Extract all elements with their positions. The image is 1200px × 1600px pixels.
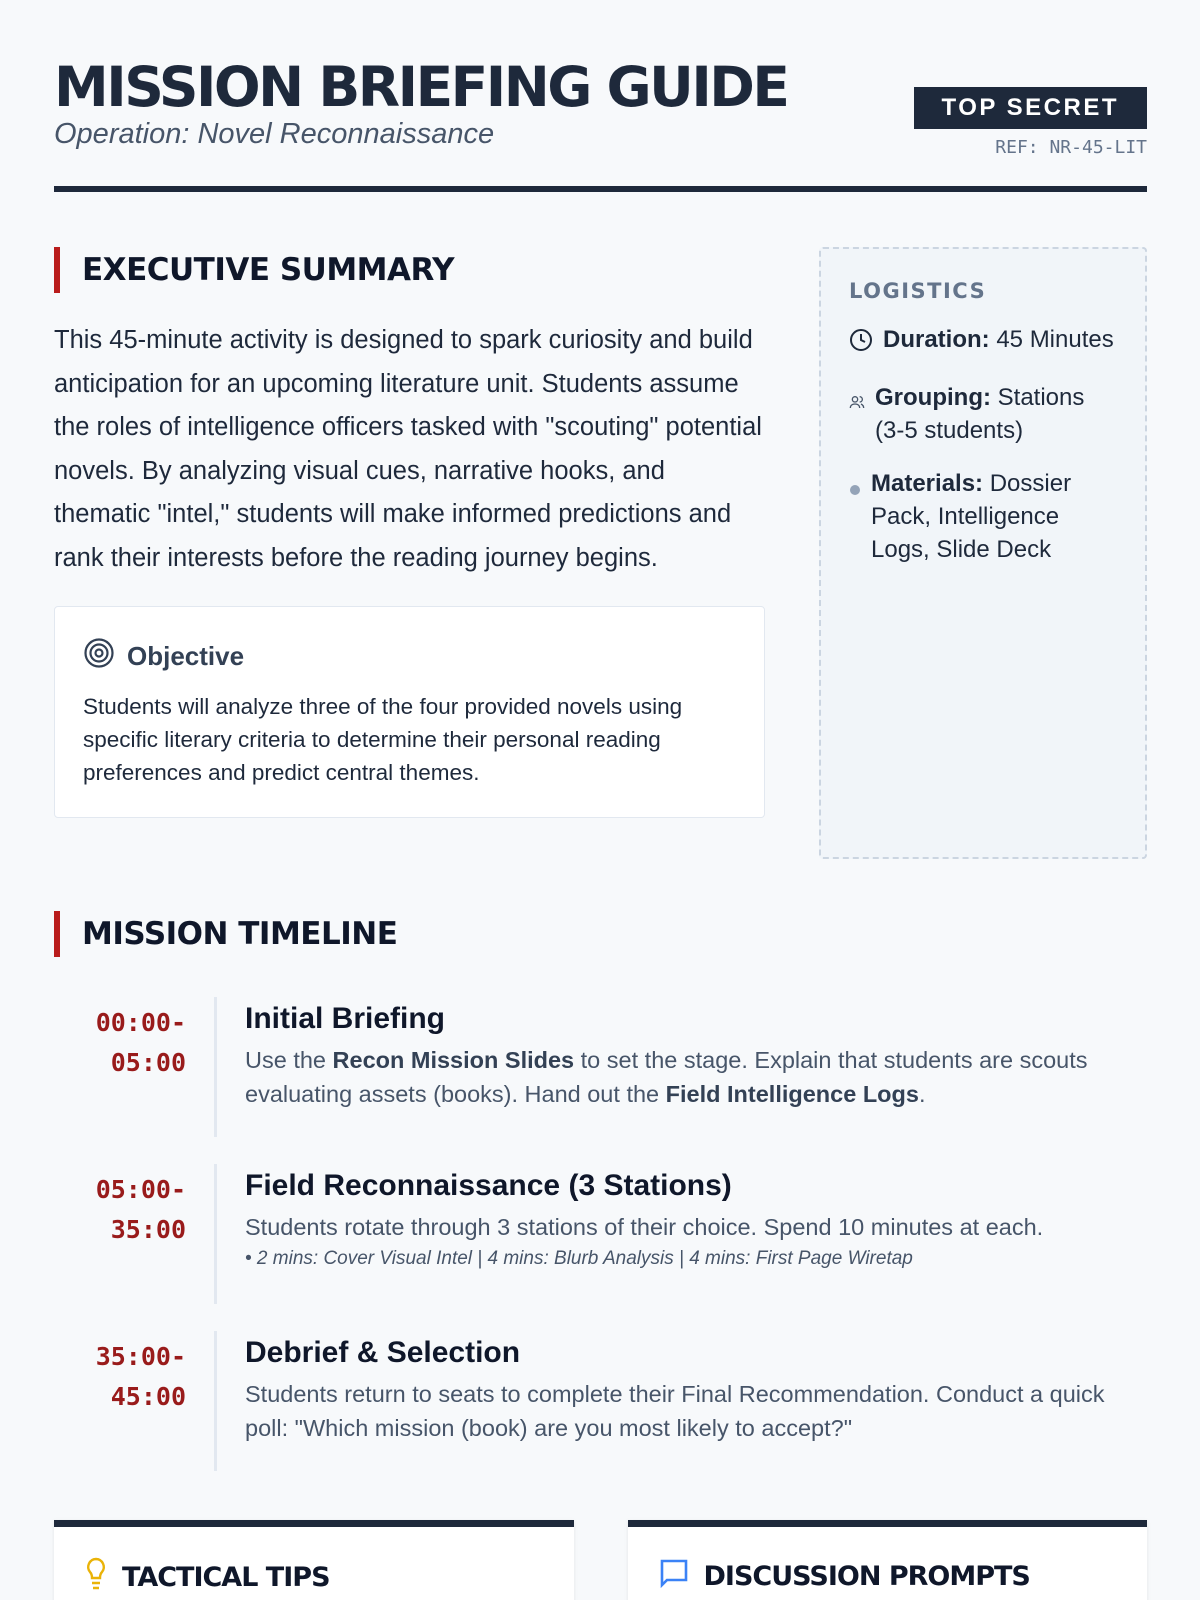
logistics-grouping: Grouping: Stations (3-5 students) [849, 381, 1117, 447]
event-title: Field Reconnaissance (3 Stations) [245, 1169, 732, 1202]
header [54, 52, 1147, 192]
event-description: Use the Recon Mission Slides to set the stage. Explain that students are scouts evaluating assets (books). Hand out the Field Intelligence Logs. [245, 1047, 1088, 1107]
logistics-heading: LOGISTICS [849, 279, 987, 303]
event-time: 35:00- 45:00 [95, 1342, 186, 1411]
logistics-duration: Duration: 45 Minutes [849, 323, 1117, 361]
event-title: Initial Briefing [245, 1002, 446, 1035]
objective-text: Students will analyze three of the four provided novels using specific literary criteria to determine their personal reading preferences and predict central themes. [83, 694, 683, 785]
page-title: MISSION BRIEFING GUIDE [54, 55, 788, 119]
page-subtitle: Operation: Novel Reconnaissance [54, 118, 495, 150]
summary-text: This 45-minute activity is designed to spark curiosity and build anticipation for an upcoming literature unit. Students assume the roles of intelligence officers tasked with "scouting" potential novels. By analyzing visual cues, narrative hooks, and thematic "intel," students will make informed predictions and rank their interests before the reading journey begins. [54, 326, 762, 572]
event-title: Debrief & Selection [245, 1336, 521, 1369]
timeline-event [54, 1331, 1147, 1498]
target-icon [83, 637, 115, 676]
objective-heading: Objective [127, 641, 245, 671]
event-subnote: • 2 mins: Cover Visual Intel | 4 mins: Blurb Analysis | 4 mins: First Page Wiretap [245, 1248, 913, 1269]
lightbulb-icon [84, 1557, 108, 1598]
logistics-panel [819, 247, 1147, 859]
event-description: Students return to seats to complete their Final Recommendation. Conduct a quick poll: "Which mission (book) are you most likely to accept?" [245, 1381, 1105, 1441]
timeline-event [54, 997, 1147, 1164]
event-time: 00:00- 05:00 [95, 1008, 186, 1077]
tactical-tips-heading: TACTICAL TIPS [122, 1562, 330, 1593]
discussion-prompts-heading: DISCUSSION PROMPTS [703, 1561, 1030, 1592]
logistics-materials: Materials: Dossier Pack, Intelligence Logs, Slide Deck [849, 467, 1117, 566]
section-heading-timeline: MISSION TIMELINE [54, 911, 1147, 957]
section-heading-summary: EXECUTIVE SUMMARY [54, 247, 765, 293]
chat-bubble-icon [658, 1557, 690, 1596]
timeline-event [54, 1164, 1147, 1331]
users-icon [849, 381, 865, 447]
reference-code: REF: NR-45-LIT [995, 137, 1147, 158]
discussion-prompts-card [628, 1520, 1148, 1600]
timeline [54, 997, 1147, 1498]
event-description: Students rotate through 3 stations of their choice. Spend 10 minutes at each. [245, 1214, 1044, 1240]
package-icon [849, 467, 861, 566]
tactical-tips-card [54, 1520, 574, 1600]
objective-box [54, 606, 765, 818]
classification-badge: TOP SECRET [914, 87, 1147, 129]
clock-icon [849, 323, 873, 361]
event-time: 05:00- 35:00 [95, 1175, 186, 1244]
